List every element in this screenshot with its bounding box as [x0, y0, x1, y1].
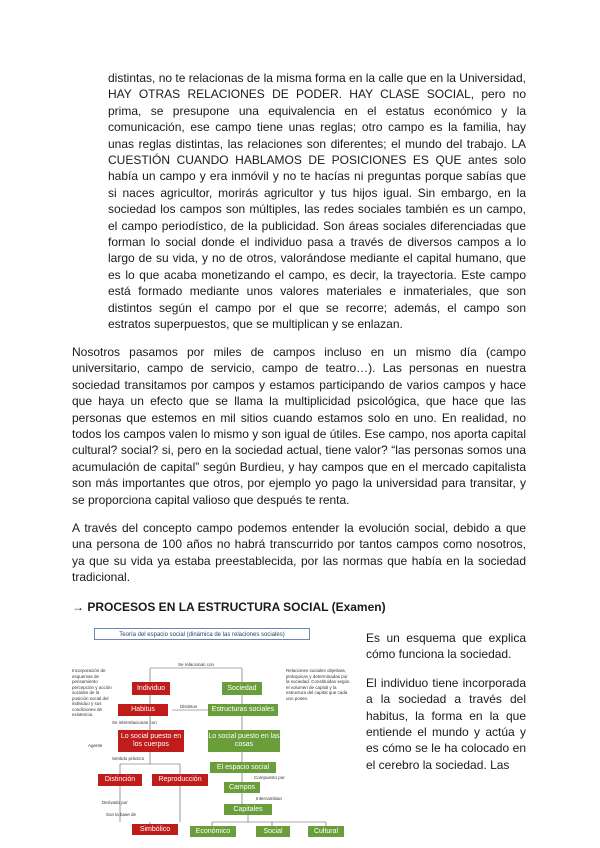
- box-capitales: Capitales: [224, 804, 272, 815]
- label-agente: Agente: [88, 743, 103, 748]
- label-se-relacionan: Se relacionan con: [178, 662, 215, 667]
- diagram-explanation: [366, 630, 526, 785]
- label-derivado-por: Derivado por: [102, 800, 128, 805]
- label-intercambian: Intercambian: [256, 796, 283, 801]
- label-se-interrelacionan: Se interrelacionan con: [112, 720, 157, 725]
- label-distintos: Distintos: [180, 704, 198, 709]
- paragraph-campos-continuation: distintas, no te relacionas de la misma forma en la calle que en la Universidad, HAY OTRAS RELACIONES DE PODER. HAY CLASE SOCIAL, pero no prima, se presupone una equivalencia en el estatus económico y la comunicación, ese campo tiene unas reglas; otro campo es la familia, hay unas reglas distintas, las relaciones son diferentes; el mundo del trabajo. LA CUESTIÓN CUANDO HABLAMOS DE POSICIONES ES QUE antes solo había un campo y era inmóvil y no te hacías ni preguntas porque sabías que si naces agricultor, morirás agricultor y tus hijos igual. Sin embargo, en la sociedad los campos son múltiples, las redes sociales también es un campo, el campo periodístico, de la publicidad. Son áreas sociales diferenciadas que forman lo social donde el individuo pasa a través de diversos campos a lo largo de su vida, y no de otros, valorándose mediante el capital humano, que es lo que acaba monetizando el campo, es decir, la trayectoria. Este campo está formado mediante unos valores materiales e inmateriales, que son distintos según el campo por el que se recorre; además, el campo son estratos superpuestos, que se multiplican y se enlazan.: [108, 71, 526, 332]
- box-economico: Económico: [190, 826, 236, 837]
- box-estructuras-sociales: Estructuras sociales: [208, 704, 278, 716]
- section-heading: → PROCESOS EN LA ESTRUCTURA SOCIAL (Examen): [72, 600, 386, 614]
- social-space-diagram: [72, 628, 352, 842]
- box-simbolico: Simbólico: [132, 824, 178, 835]
- box-espacio-social: El espacio social: [210, 762, 276, 773]
- paragraph-multiples-campos: Nosotros pasamos por miles de campos incluso en un mismo día (campo universitario, campo de servicio, campo de teatro…). Las personas en nuestra sociedad transitamos por campos y estamos participando de varios campos y hace que haya un efecto que se llama la multiplicidad psicológica, que hace que las personas que estemos en mil sitios cuando estamos solo en uno. En realidad, no todos los campos valen lo mismo y son igual de útiles. Ese campo, nos aporta capital cultural? social? si, pero en la sociedad actual, tiene valor? “las personas somos una acumulación de capital” según Burdieu, y hay campos que en el mercado capitalista son más importantes que otros, por ejemplo yo pago la universidad para transitar, y se proporciona capital valioso que después te renta.: [72, 345, 526, 507]
- box-reproduccion: Reproducción: [152, 774, 208, 786]
- label-sentido-practico: Sentido práctico: [112, 756, 145, 761]
- box-social: Social: [256, 826, 290, 837]
- box-campos: Campos: [224, 782, 260, 793]
- box-individuo: Individuo: [132, 682, 170, 695]
- box-distincion: Distinción: [98, 774, 142, 786]
- diagram-title: Teoría del espacio social (dinámica de las relaciones sociales): [94, 628, 310, 640]
- explanation-paragraph-2: El individuo tiene incorporada a la sociedad a través del habitus, la forma en la que entiende el mundo y actúa y es cómo se le ha colocado en el cerebro la sociedad. Las: [366, 675, 526, 772]
- label-base: Son la base de: [106, 812, 137, 817]
- box-sociedad: Sociedad: [222, 682, 262, 695]
- paragraph-evolucion-social: A través del concepto campo podemos entender la evolución social, debido a que una persona de 100 años no habrá transcurrido por tantos campos como nosotros, ya que su vida ya estaba preestablecida, por las normas que había en la sociedad tradicional.: [72, 521, 526, 585]
- box-habitus: Habitus: [118, 704, 168, 716]
- box-social-cuerpos: Lo social puesto en los cuerpos: [118, 730, 184, 752]
- note-habitus: Incorporación de esquemas de pensamiento percepción y acción sociales de la posición social del individuo y sus condiciones de existencia.: [72, 668, 112, 717]
- explanation-paragraph-1: Es un esquema que explica cómo funciona la sociedad.: [366, 631, 526, 662]
- box-cultural: Cultural: [308, 826, 344, 837]
- note-estructuras: Relaciones sociales objetivas, jerárquicas y determinadas por la sociedad. Constituidas según el volumen de capital y la estructura del capital que cada uno posee.: [286, 668, 350, 701]
- box-social-cosas: Lo social puesto en las cosas: [208, 730, 280, 752]
- label-compuesto-por: Compuesto por: [254, 775, 285, 780]
